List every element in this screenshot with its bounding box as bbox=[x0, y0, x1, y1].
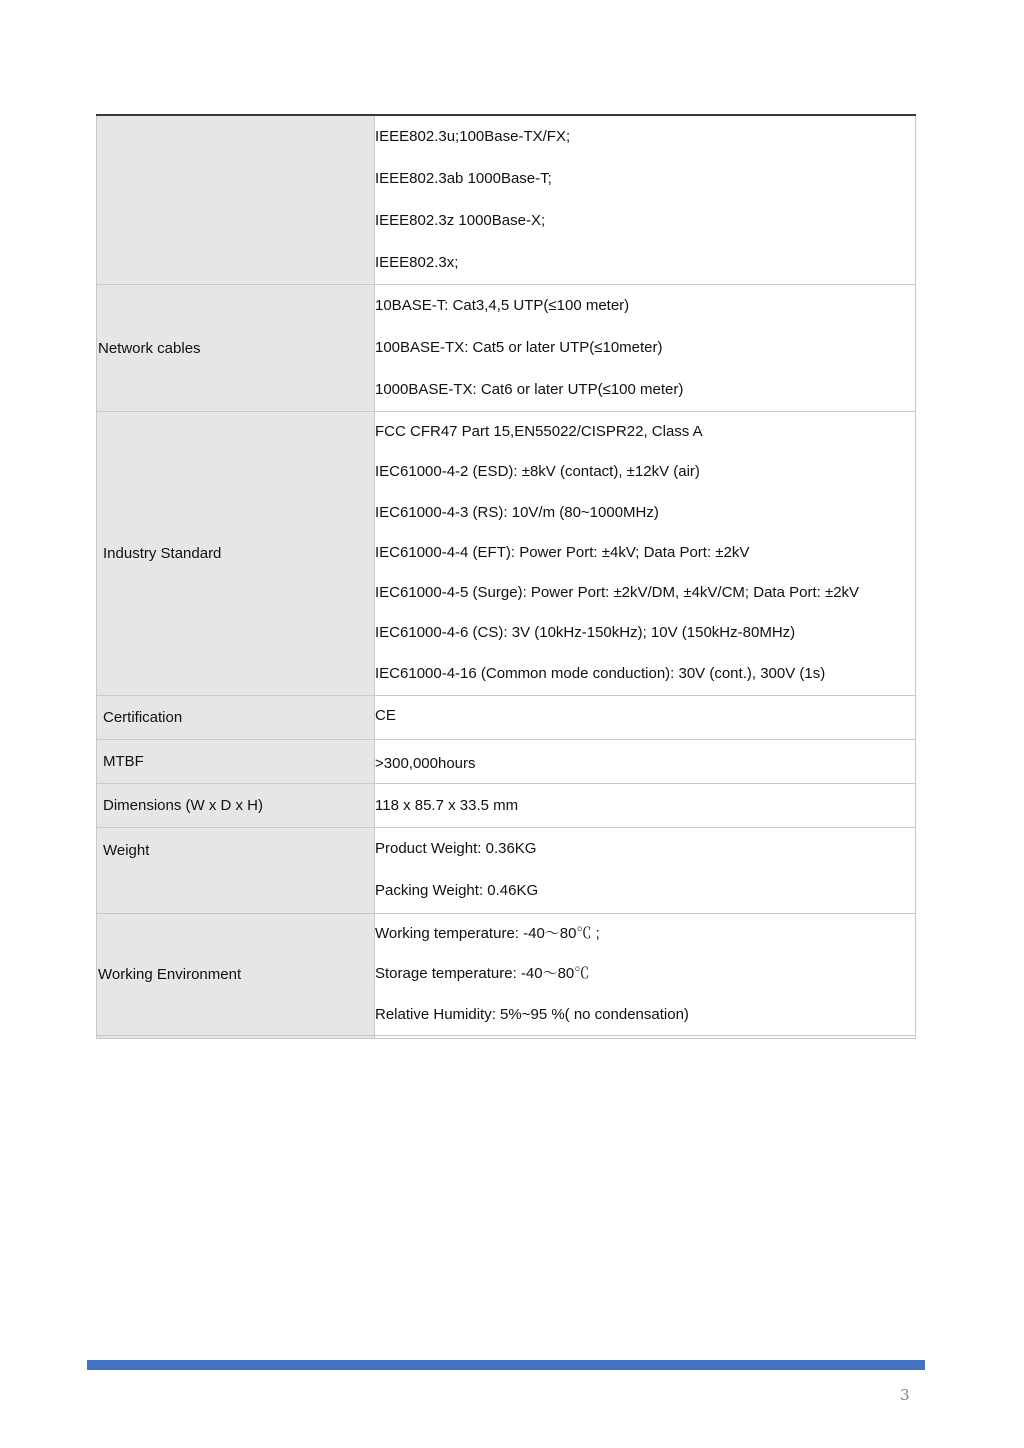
footer-bar bbox=[87, 1360, 925, 1370]
table-row bbox=[97, 115, 916, 285]
row-value-cell bbox=[375, 115, 916, 285]
row-label-cell bbox=[97, 740, 375, 784]
row-label-cell bbox=[97, 914, 375, 1036]
value-line: 100BASE-TX: Cat5 or later UTP(≤10meter) bbox=[375, 339, 663, 356]
value-line: Product Weight: 0.36KG bbox=[375, 840, 537, 857]
value-line: IEC61000-4-3 (RS): 10V/m (80~1000MHz) bbox=[375, 503, 659, 521]
row-label-cell bbox=[97, 696, 375, 740]
table-row bbox=[97, 412, 916, 696]
value-line: IEEE802.3ab 1000Base-T; bbox=[375, 170, 552, 187]
row-label-cell bbox=[97, 1036, 375, 1039]
row-label: Working Environment bbox=[98, 966, 242, 983]
table-row bbox=[97, 828, 916, 914]
value-line: IEEE802.3x; bbox=[375, 254, 459, 271]
value-line: >300,000hours bbox=[375, 754, 476, 772]
value-line: 118 x 85.7 x 33.5 mm bbox=[375, 796, 519, 814]
specifications-table bbox=[96, 114, 916, 1039]
row-label: Industry Standard bbox=[103, 545, 222, 562]
value-line: Packing Weight: 0.46KG bbox=[375, 882, 539, 899]
value-line: Storage temperature: -40～80℃ bbox=[375, 965, 590, 983]
table-row bbox=[97, 914, 916, 1036]
value-line: 10BASE-T: Cat3,4,5 UTP(≤100 meter) bbox=[375, 297, 630, 314]
row-label-cell bbox=[97, 784, 375, 828]
row-value-cell bbox=[375, 285, 916, 412]
row-label-cell bbox=[97, 115, 375, 285]
value-line: IEC61000-4-4 (EFT): Power Port: ±4kV; Data Port: ±2kV bbox=[375, 543, 750, 561]
row-label-cell bbox=[97, 412, 375, 696]
value-line: IEEE802.3z 1000Base-X; bbox=[375, 212, 546, 229]
row-label: Certification bbox=[103, 709, 183, 726]
value-line: Working temperature: -40～80℃ ; bbox=[375, 925, 600, 942]
row-label-cell bbox=[97, 285, 375, 412]
row-value-cell bbox=[375, 412, 916, 696]
table-row bbox=[97, 1036, 916, 1039]
row-label: Dimensions (W x D x H) bbox=[103, 797, 264, 814]
value-line: IEEE802.3u;100Base-TX/FX; bbox=[375, 128, 571, 145]
value-line: IEC61000-4-6 (CS): 3V (10kHz-150kHz); 10V (150kHz-80MHz) bbox=[375, 624, 796, 642]
row-label: Network cables bbox=[98, 339, 201, 357]
value-line: 1000BASE-TX: Cat6 or later UTP(≤100 meter) bbox=[375, 381, 684, 398]
row-label: Weight bbox=[103, 842, 150, 859]
table-row bbox=[97, 784, 916, 828]
page-number: 3 bbox=[900, 1386, 910, 1404]
row-label-cell bbox=[97, 828, 375, 914]
row-label: MTBF bbox=[103, 753, 144, 770]
value-line: IEC61000-4-2 (ESD): ±8kV (contact), ±12kV (air) bbox=[375, 463, 700, 481]
value-line: CE bbox=[375, 707, 396, 724]
table-row bbox=[97, 285, 916, 412]
row-value-cell bbox=[375, 1036, 916, 1039]
table-row bbox=[97, 696, 916, 740]
row-value-cell bbox=[375, 914, 916, 1036]
row-value-cell bbox=[375, 740, 916, 784]
value-line: IEC61000-4-16 (Common mode conduction): 30V (cont.), 300V (1s) bbox=[375, 664, 826, 682]
row-value-cell bbox=[375, 696, 916, 740]
row-value-cell bbox=[375, 828, 916, 914]
table-row bbox=[97, 740, 916, 784]
value-line: IEC61000-4-5 (Surge): Power Port: ±2kV/DM, ±4kV/CM; Data Port: ±2kV bbox=[375, 584, 860, 602]
value-line: FCC CFR47 Part 15,EN55022/CISPR22, Class A bbox=[375, 423, 703, 440]
row-value-cell bbox=[375, 784, 916, 828]
value-line: Relative Humidity: 5%~95 %( no condensation) bbox=[375, 1005, 689, 1023]
